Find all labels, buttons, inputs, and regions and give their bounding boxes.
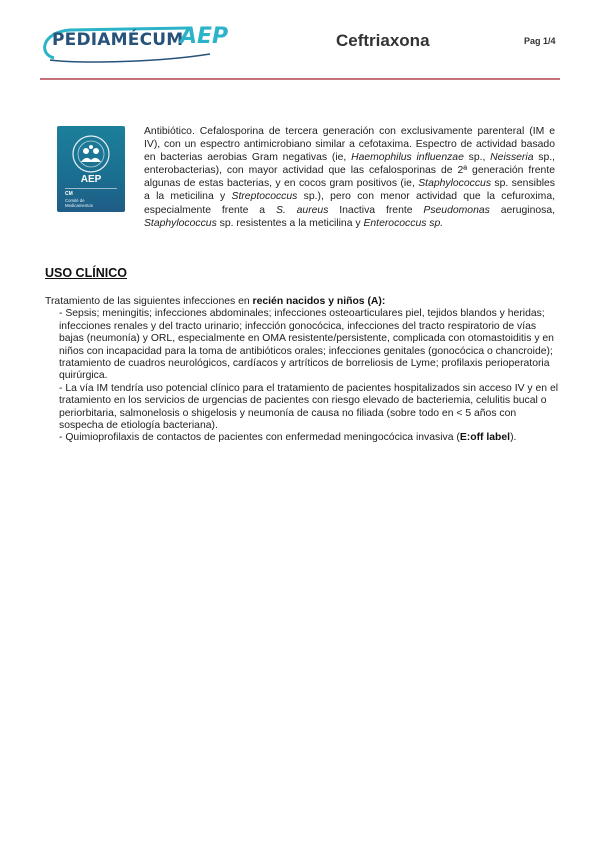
intro-italic-2: Neisseria	[490, 152, 534, 164]
intro-text-6: Inactiva frente	[328, 204, 424, 216]
intro-text-3: sp., enterobacterias), con mayor actividad que las cefalosporinas de 2ª generación frente algunas de estas bacterias, y en cocos gram positivos (ie,	[144, 152, 556, 190]
drug-description	[144, 125, 555, 230]
badge-line-2: Medicamentos	[65, 203, 93, 208]
badge-divider	[65, 188, 117, 189]
intro-text-8: sp. resistentes a la meticilina y	[216, 217, 364, 229]
lead-text: Tratamiento de las siguientes infecciones en	[45, 296, 253, 307]
intro-italic-7: Staphylococcus	[144, 217, 217, 229]
indication-item-1: - Sepsis; meningitis; infecciones abdominales; infecciones osteoarticulares piel, tejidos blandos y heridas; infecciones renales y del tracto urinario; infección gonocócica, infecciones del tracto respiratorio de vías bajas (neumonía) y ORL, especialmente en OMA resistente/persistente, complicada con otomastoiditis y en niños con incapacidad para la toma de antibióticos orales; infecciones genitales (gonocócica o chancroide); tratamiento de cuadros neurológicos, cardíacos y artríticos de borreliosis de Lyme; profilaxis perioperatoria quirúrgica.	[59, 308, 554, 382]
badge-aep-label: AEP	[80, 174, 102, 185]
intro-text-2: sp.,	[463, 152, 491, 164]
item3-bold: E:off label	[459, 432, 511, 444]
intro-italic-1: Haemophilus influenzae	[351, 152, 464, 164]
page-number: Pag 1/4	[524, 36, 556, 46]
intro-italic-8: Enterococcus sp.	[363, 217, 444, 229]
intro-text-5: sp.), pero con menor actividad que la cefuroxima, especialmente frente a	[144, 191, 555, 216]
indication-item-2: - La vía IM tendría uso potencial clínico para el tratamiento de pacientes hospitalizados sin acceso IV y en el tratamiento en los servicios de urgencias de pacientes con riesgo elevado de bacteriemia, celulitis bucal o periorbitaria, salmonelosis o shigelosis y neumonía de causa no filiada (sobre todo en < 5 años con sospecha de etiología bacteriana).	[59, 382, 559, 432]
drug-title: Ceftriaxona	[336, 31, 430, 50]
section-title-uso-clinico: USO CLÍNICO	[45, 266, 127, 280]
intro-text-7: aeruginosa,	[489, 204, 555, 216]
item3-end: ).	[510, 432, 517, 444]
badge-line-1: Comité de	[65, 198, 85, 203]
badge-cm-label: CM	[65, 191, 73, 197]
intro-italic-6: Pseudomonas	[423, 204, 490, 216]
header-divider	[40, 78, 560, 80]
lead-bold: recién nacidos y niños (A):	[252, 296, 386, 307]
indication-item-3	[45, 432, 560, 444]
intro-text-1: Antibiótico. Cefalosporina de tercera generación con exclusivamente parenteral (IM e IV), con un espectro antimicrobiano similar a cefotaxima. Espectro de actividad basado en bacterias aerobias Gram negativas (ie,	[144, 126, 555, 164]
badge-committee-name	[65, 198, 121, 208]
intro-italic-4: Streptococcus	[231, 191, 298, 203]
uso-clinico-body	[45, 296, 560, 445]
intro-text-4: sp. sensibles a la meticilina y	[144, 178, 556, 203]
aep-emblem-icon	[71, 134, 111, 174]
logo-aep: AEP	[180, 24, 229, 49]
logo-name: PEDIAMÉCUM	[52, 30, 184, 50]
aep-committee-badge	[57, 126, 125, 212]
uso-clinico-lead	[45, 296, 560, 308]
item3-text: - Quimioprofilaxis de contactos de pacientes con enfermedad meningocócica invasiva (	[59, 432, 460, 444]
intro-italic-5: S. aureus	[275, 204, 329, 216]
intro-italic-3: Staphylococcus	[418, 178, 492, 190]
